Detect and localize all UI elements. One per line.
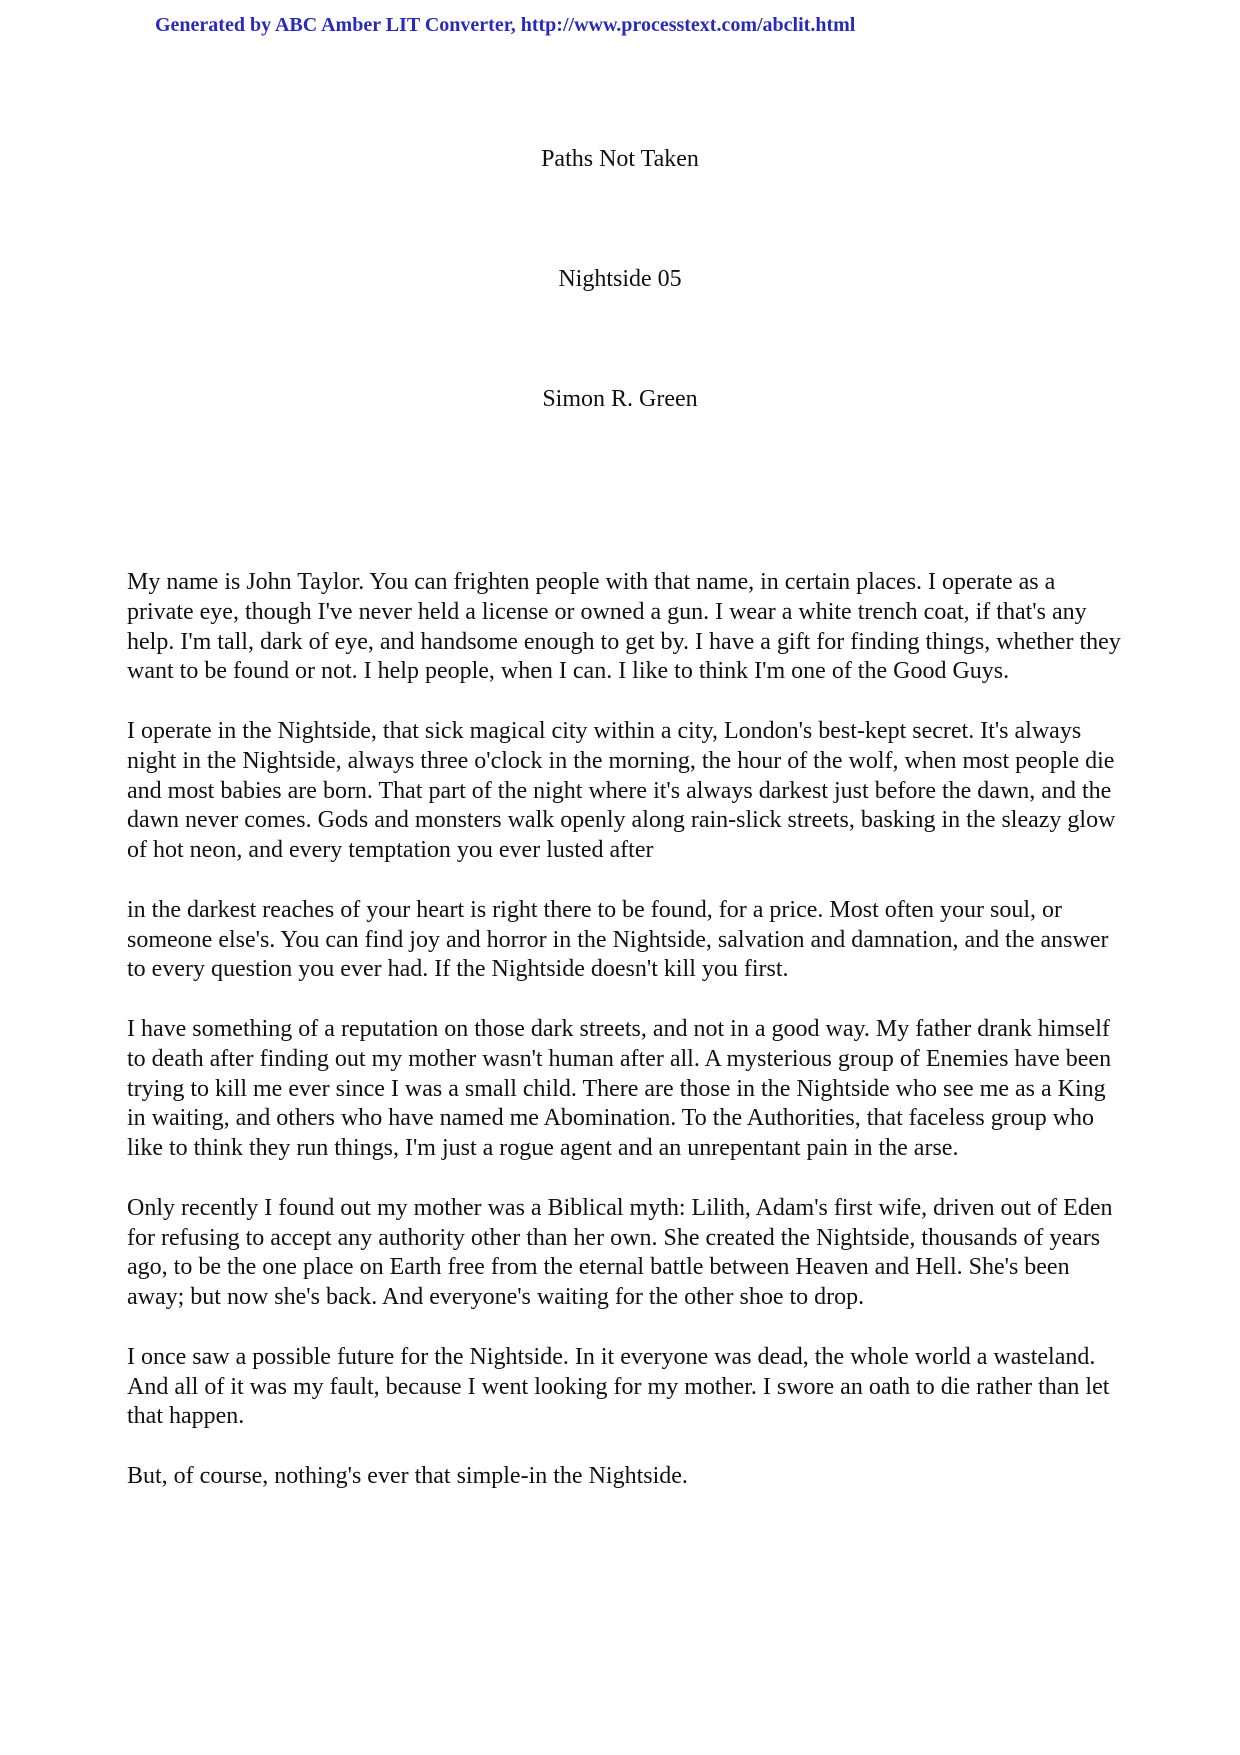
paragraph: in the darkest reaches of your heart is right there to be found, for a price. Most often your soul, or someone else's. You can find joy and horror in the Nightside, salvation and damnation, and the answer to every question you ever had. If the Nightside doesn't kill you first. [127,896,1109,983]
paragraph: But, of course, nothing's ever that simple-in the Nightside. [127,1462,688,1489]
paragraph: I operate in the Nightside, that sick magical city within a city, London's best-kept secret. It's always night in the Nightside, always three o'clock in the morning, the hour of the wolf, when most people die and most babies are born. That part of the night where it's always darkest just before the dawn, and the dawn never comes. Gods and monsters walk openly along rain-slick streets, basking in the sleazy glow of hot neon, and every temptation you ever lusted after [127,717,1116,864]
series-title: Nightside 05 [558,266,682,292]
paragraph: My name is John Taylor. You can frighten people with that name, in certain places. I operate as a private eye, though I've never held a license or owned a gun. I wear a white trench coat, if that's any help. I'm tall, dark of eye, and handsome enough to get by. I have a gift for finding things, whether they want to be found or not. I help people, when I can. I like to think I'm one of the Good Guys. [127,569,1121,685]
body-text [127,568,1127,1522]
paragraph: I have something of a reputation on those dark streets, and not in a good way. My father drank himself to death after finding out my mother wasn't human after all. A mysterious group of Enemies have been trying to kill me ever since I was a small child. There are those in the Nightside who see me as a King in waiting, and others who have named me Abomination. To the Authorities, that faceless group who like to think they run things, I'm just a rogue agent and an unrepentant pain in the arse. [127,1015,1112,1162]
paragraph: Only recently I found out my mother was a Biblical myth: Lilith, Adam's first wife, driven out of Eden for refusing to accept any authority other than her own. She created the Nightside, thousands of years ago, to be the one place on Earth free from the eternal battle between Heaven and Hell. She's been away; but now she's back. And everyone's waiting for the other shoe to drop. [127,1194,1113,1311]
author-name: Simon R. Green [542,386,698,412]
paragraph: I once saw a possible future for the Nightside. In it everyone was dead, the whole world a wasteland. And all of it was my fault, because I went looking for my mother. I swore an oath to die rather than let that happen. [127,1343,1110,1430]
book-title: Paths Not Taken [541,146,699,172]
converter-banner: Generated by ABC Amber LIT Converter, http://www.processtext.com/abclit.html [155,14,856,36]
